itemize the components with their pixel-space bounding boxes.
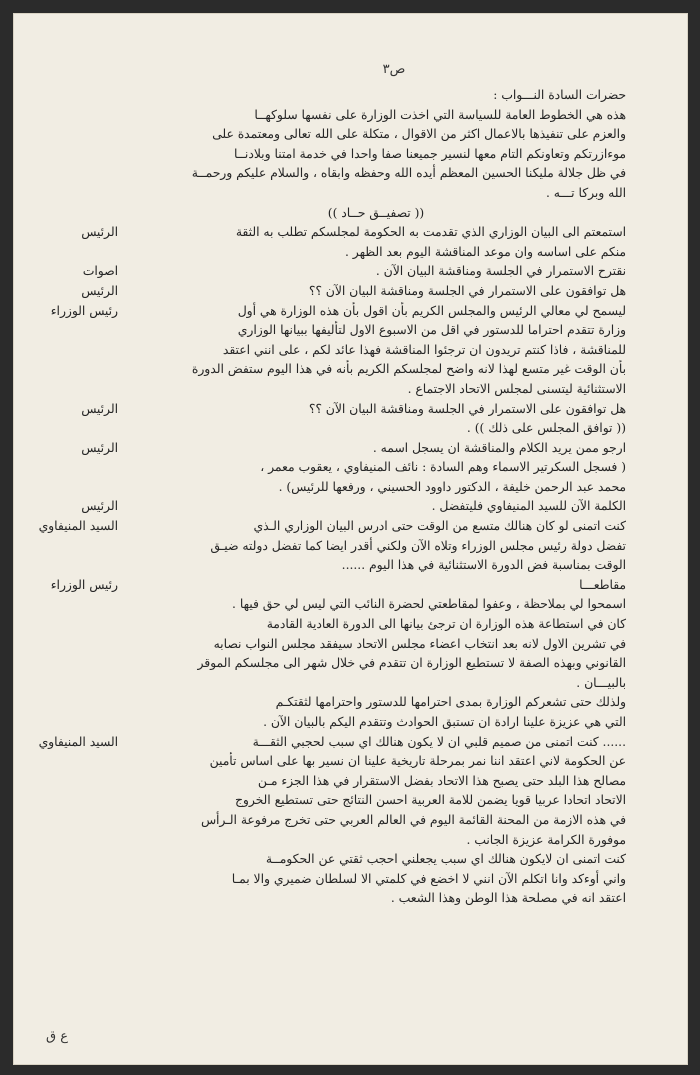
speech-entry [81, 223, 626, 262]
speech-line: بأن الوقت غير متسع لهذا لانه واضح لمجلسكم الكريم بأنه في هذا اليوم ستفض الدورة [191, 362, 626, 377]
speaker-label: رئيس الوزراء [50, 303, 118, 318]
speaker-label: الرئيس [81, 283, 118, 298]
intro-line: هذه هي الخطوط العامة للسياسة التي اخذت الوزارة على نفسها سلوكهــا [254, 107, 626, 122]
speech-entry [81, 400, 626, 439]
speaker-name [26, 302, 118, 322]
speech-line: اسمحوا لي بملاحظة ، وعفوا لمقاطعتي لحضرة النائب التي ليس لي حق فيها . [232, 597, 626, 612]
speech-line: الوقت بمناسبة فض الدورة الاستثنائية في هذا اليوم ...... [341, 558, 626, 573]
speech-line: نقترح الاستمرار في الجلسة ومناقشة البيان الآن . [375, 264, 626, 279]
speech-line: (( توافق المجلس على ذلك )) . [466, 421, 626, 436]
intro-line: والعزم على تنفيذها بالاعمال اكثر من الاقوال ، متكلة على الله تعالى ومعتمدة على [212, 127, 626, 142]
speech-entry [126, 693, 626, 732]
speech-line: عن الحكومة لاني اعتقد اننا نمر بمرحلة تاريخية علينا ان نسير بها على اساس تأمين [209, 754, 626, 769]
intro-line: حضرات السادة النـــواب : [493, 88, 626, 102]
intro-line: في ظل جلالة مليكنا الحسين المعظم أيده الله وحفظه وابقاه ، والسلام عليكم ورحمــة [191, 166, 626, 181]
speaker-name [26, 223, 118, 243]
speaker-label: الرئيس [81, 440, 118, 455]
speech-entry [81, 282, 626, 302]
speech-line: القانوني وبهذه الصفة لا تستطيع الوزارة ان تتقدم في خلال شهر الى مجلسكم الموقر [197, 656, 626, 671]
document-body [38, 86, 626, 909]
speech-line: استمعتم الى البيان الوزاري الذي تقدمت به الحكومة لمجلسكم تطلب به الثقة [235, 225, 626, 240]
speech-line: كنت اتمنى لو كان هنالك متسع من الوقت حتى ادرس البيان الوزاري الـذي [253, 519, 626, 534]
speech-line: للمناقشة ، فاذا كنتم تريدون ان ترجئوا المناقشة فهذا عائد لكم ، على انني اعتقد [222, 342, 626, 357]
speech-line: هل توافقون على الاستمرار في الجلسة ومناقشة البيان الآن ؟؟ [308, 283, 626, 298]
speech-line: ( فسجل السكرتير الاسماء وهم السادة : نائف المنيفاوي ، يعقوب معمر ، [260, 460, 626, 475]
speaker-name [26, 282, 118, 302]
speech-line: مقاطعـــا [579, 577, 626, 592]
speaker-label: رئيس الوزراء [50, 577, 118, 592]
speech-line: اعتقد انه في مصلحة هذا الوطن وهذا الشعب . [390, 891, 626, 906]
intro-line: الله وبركا تـــه . [545, 185, 626, 200]
speech-line: كنت اتمنى ان لايكون هنالك اي سبب يجعلني احجب ثقتي عن الحكومــة [265, 852, 626, 867]
footer-mark: ع ق [46, 1029, 68, 1044]
speech-line: واني أوءكد وانا اتكلم الآن انني لا اخضع في كلمتي الا لسلطان ضميري والا بمـا [231, 871, 626, 886]
speech-entry [38, 733, 626, 909]
speech-entry [82, 262, 626, 282]
document-page [14, 14, 687, 1064]
speaker-label: السيد المنيفاوي [38, 734, 118, 749]
speaker-name [26, 733, 118, 753]
speaker-name [26, 439, 118, 459]
speech-line: في تشرين الاول لانه بعد انتخاب اعضاء مجلس الاتحاد سيفقد مجلس النواب نصابه [213, 636, 626, 651]
speaker-name [26, 400, 118, 420]
speaker-label: الرئيس [81, 499, 118, 514]
speech-line: ارجو ممن يريد الكلام والمناقشة ان يسجل اسمه . [372, 440, 626, 455]
speech-line: الاستثنائية ليتسنى لمجلس الاتحاد الاجتماع . [407, 381, 626, 396]
speech-line: التي هي عزيزة علينا ارادة ان تستبق الحوادث وتتقدم اليكم بالبيان الآن . [263, 715, 626, 729]
speaker-name [26, 576, 118, 596]
speech-line: الكلمة الآن للسيد المنيفاوي فليتفضل . [431, 499, 626, 514]
speech-line: هل توافقون على الاستمرار في الجلسة ومناقشة البيان الآن ؟؟ [308, 401, 626, 416]
intro-line: موءازرتكم وتعاونكم التام معها لنسير جميعنا صفا واحدا في خدمة امتنا وبلادنــا [233, 146, 626, 161]
speech-line: وزارة تتقدم احتراما للدستور في اقل من الاسبوع الاول لتأليفها ببيانها الوزاري [237, 323, 626, 338]
speech-entry [81, 439, 626, 498]
speaker-label-secondary: السيد المنيفاوي [38, 519, 118, 534]
speech-line: تفضل دولة رئيس مجلس الوزراء وتلاه الآن ولكني أقدر ايضا كما تفضل دولته ضيـق [210, 538, 626, 553]
speaker-label: الرئيس [81, 401, 118, 416]
speech-line: محمد عبد الرحمن خليفة ، الدكتور داوود الحسيني ، ورفعها للرئيس) . [278, 479, 626, 494]
speech-entry [50, 576, 626, 694]
speaker-name [26, 497, 118, 536]
page-number: ص٣ [382, 62, 406, 77]
speech-line: الاتحاد اتحادا عربيا قويا يضمن للامة العربية احسن النتائج حتى تستطيع الخروج [234, 793, 626, 808]
speech-line: ولذلك حتى تشعركم الوزارة بمدى احترامها للدستور واحترامها لثقتكـم [275, 695, 626, 710]
speech-entry [38, 497, 626, 575]
speaker-label: اصوات [82, 264, 118, 279]
applause-note: (( تصفيــق حــاد )) [327, 205, 425, 220]
speech-line: منكم على اساسه وان موعد المناقشة اليوم بعد الظهر . [344, 244, 626, 259]
speech-entry [50, 302, 626, 400]
speech-line: في هذه الازمة من المحنة القائمة اليوم في العالم العربي حتى تخرج مرفوعة الـرأس [200, 812, 626, 827]
speech-line: بالبيـــان . [576, 675, 626, 690]
speech-line: موفورة الكرامة عزيزة الجانب . [466, 832, 626, 847]
speaker-label: الرئيس [81, 225, 118, 240]
speech-line: ليسمح لي معالي الرئيس والمجلس الكريم بأن اقول بأن هذه الوزارة هي أول [237, 303, 626, 318]
speech-line: كان في استطاعة هذه الوزارة ان ترجئ بيانها الى الدورة العادية القادمة [266, 617, 626, 632]
speech-line: ...... كنت اتمنى من صميم قلبي ان لا يكون هنالك اي سبب لحجبي الثقـــة [252, 734, 626, 749]
speech-line: مصالح هذا البلد حتى يصبح هذا الاتحاد بفضل الاستقرار في هذا الجزء مـن [257, 773, 626, 788]
speaker-name [26, 262, 118, 282]
